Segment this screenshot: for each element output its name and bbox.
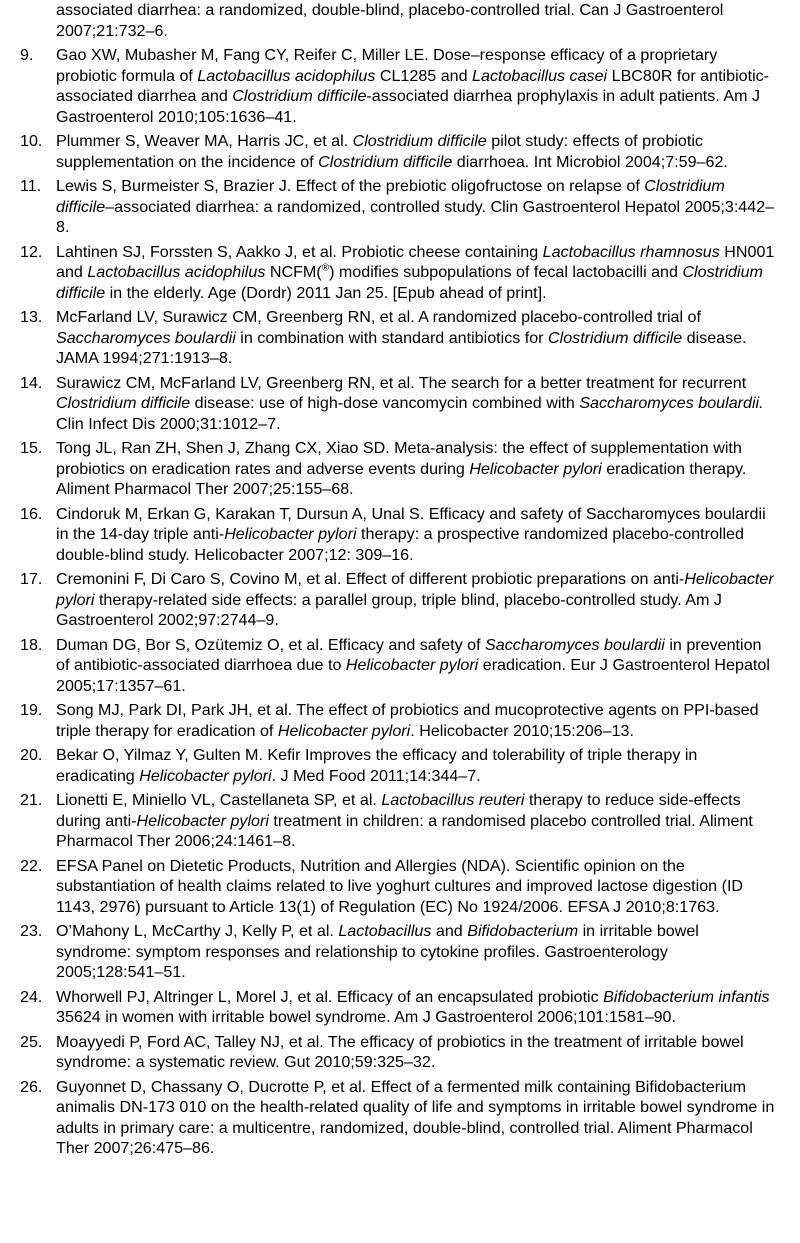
species-name: Helicobacter pylori [277,721,411,740]
text-segment: Lionetti E, Miniello VL, Castellaneta SP, et al. [56,791,382,809]
reference-text [56,856,778,918]
reference-text [56,242,778,304]
reference-number: 9. [20,46,34,64]
species-name: Saccharomyces boulardii [485,635,665,654]
species-name: Clostridium difficile [56,263,763,302]
text-segment: eradication therapy. Aliment Pharmacol Ther 2007;25:155–68. [56,459,747,498]
text-segment: therapy-related side effects: a parallel group, triple blind, placebo-controlled study. Am J Gastroenterol 2002;97:2744–9. [56,590,722,629]
reference-item [20,921,778,983]
text-segment: CL1285 and [375,66,473,85]
reference-text [56,0,778,41]
species-name: Clostridium difficile [56,394,191,412]
species-name: Clostridium difficile [352,132,487,150]
reference-item [20,1032,778,1073]
species-name: Saccharomyces boulardii. [579,394,764,412]
text-segment: therapy to reduce side-effects during anti- [56,791,741,830]
species-name: Helicobacter pylori [139,766,272,785]
text-segment: disease: use of high-dose vancomycin combined with [190,394,580,412]
species-name: Bifidobacterium infantis [603,987,770,1006]
registered-mark: ® [321,262,330,274]
text-segment: in the elderly. Age (Dordr) 2011 Jan 25. [Epub ahead of print]. [105,283,547,302]
reference-item [20,790,778,852]
species-name: Clostridium difficile [232,87,367,105]
reference-item [20,569,778,631]
reference-number: 12. [20,242,43,261]
text-segment: Bekar O, Yilmaz Y, Gulten M. Kefir Improves the efficacy and tolerability of triple therapy in eradicating [56,746,698,785]
text-segment: in prevention of antibiotic-associated diarrhoea due to [56,635,762,674]
reference-item [20,131,778,172]
text-segment: Duman DG, Bor S, Ozütemiz O, et al. Efficacy and safety of [56,635,486,654]
reference-number: 25. [20,1032,43,1051]
reference-item [20,987,778,1028]
species-name: Lactobacillus [338,922,432,940]
reference-number [20,0,56,41]
reference-number: 22. [20,856,43,875]
species-name: Clostridium difficile [548,328,683,347]
reference-number: 10. [20,132,43,150]
reference-item [20,373,778,435]
reference-number: 18. [20,635,43,654]
text-segment: 35624 in women with irritable bowel syndrome. Am J Gastroenterol 2006;101:1581–90. [56,1008,676,1026]
reference-number: 14. [20,373,43,392]
species-name: Lactobacillus casei [472,66,608,85]
reference-text [56,45,778,127]
reference-number: 26. [20,1077,43,1096]
text-segment: Surawicz CM, McFarland LV, Greenberg RN, et al. The search for a better treatment for recurrent [56,373,747,392]
reference-number: 19. [20,701,43,719]
species-name: Lactobacillus acidophilus [197,66,376,85]
reference-number: 24. [20,987,43,1006]
text-segment: HN001 and [56,242,775,281]
text-segment: Cindoruk M, Erkan G, Karakan T, Dursun A, Unal S. Efficacy and safety of Saccharomyces boulardii in the 14-day triple anti- [56,504,766,543]
reference-text [56,569,778,631]
text-segment: disease. JAMA 1994;271:1913–8. [56,328,747,367]
text-segment: –associated diarrhea: a randomized, controlled study. Clin Gastroenterol Hepatol 2005;3:442–8. [56,197,775,236]
species-name: Lactobacillus reuteri [381,791,525,809]
text-segment: Lahtinen SJ, Forssten S, Aakko J, et al. Probiotic cheese containing [56,242,543,261]
species-name: Clostridium difficile [56,177,725,216]
reference-text [56,921,778,983]
reference-item [20,700,778,741]
reference-text [56,504,778,566]
reference-text [56,700,778,741]
reference-number: 21. [20,791,43,809]
reference-number: 15. [20,439,43,457]
text-segment: therapy: a prospective randomized placebo-controlled double-blind study. Helicobacter 2007;12: 309–16. [56,525,744,564]
reference-number: 16. [20,504,43,523]
text-segment: Song MJ, Park DI, Park JH, et al. The effect of probiotics and mucoprotective agents on PPI-based triple therapy for eradication of [56,701,759,740]
species-name: Lactobacillus rhamnosus [542,242,720,261]
species-name: Clostridium difficile [318,152,453,171]
text-segment: O’Mahony L, McCarthy J, Kelly P, et al. [56,922,339,940]
species-name: Lactobacillus acidophilus [87,263,266,281]
reference-item [20,1077,778,1159]
reference-item [20,438,778,500]
text-segment: . Helicobacter 2010;15:206–13. [410,721,634,740]
reference-text [56,438,778,500]
reference-number: 13. [20,308,43,326]
species-name: Helicobacter pylori [345,656,479,674]
text-segment: Clin Infect Dis 2000;31:1012–7. [56,414,281,433]
text-segment: LBC80R for antibiotic-associated diarrhea and [56,66,770,105]
text-segment: ) modifies subpopulations of fecal lactobacilli and [329,263,683,281]
species-name: Helicobacter pylori [469,459,602,478]
reference-item [20,856,778,918]
text-segment: treatment in children: a randomised placebo controlled trial. Aliment Pharmacol Ther 2006;24:1461–8. [56,811,753,850]
text-segment: eradication. Eur J Gastroenterol Hepatol 2005;17:1357–61. [56,656,770,695]
reference-item [20,635,778,697]
reference-item [20,45,778,127]
reference-continuation [20,0,778,41]
species-name: Saccharomyces boulardii [56,328,236,347]
text-segment: Plummer S, Weaver MA, Harris JC, et al. [56,132,353,150]
text-segment: in irritable bowel syndrome: symptom responses and relationship to cytokine profiles. Gastroenterology 2005;128:541–51. [56,922,699,981]
species-name: Bifidobacterium [467,922,579,940]
text-segment: Guyonnet D, Chassany O, Ducrotte P, et al. Effect of a fermented milk containing Bifidobacterium animalis DN-173 010 on the health-related quality of life and symptoms in irritable bowel syndrome in adults in primary care: a multicentre, randomized, double-blind, controlled trial. Aliment Pharmacol Ther 2007;26:475–86. [56,1077,775,1157]
text-segment: Gao XW, Mubasher M, Fang CY, Reifer C, Miller LE. Dose–response efficacy of a proprietary probiotic formula of [56,46,718,85]
species-name: Helicobacter pylori [136,811,269,830]
text-segment: pilot study: effects of probiotic supplementation on the incidence of [56,132,703,171]
text-segment: associated diarrhea: a randomized, double-blind, placebo-controlled trial. Can J Gastroenterol 2007;21:732–6. [56,1,724,40]
reference-number: 11. [20,177,42,195]
reference-item [20,745,778,786]
text-segment: in combination with standard antibiotics for [235,328,549,347]
text-segment: . J Med Food 2011;14:344–7. [271,766,481,785]
reference-number: 23. [20,922,43,940]
reference-text [56,745,778,786]
reference-number: 17. [20,570,43,588]
text-segment: McFarland LV, Surawicz CM, Greenberg RN, et al. A randomized placebo-controlled trial of [56,308,701,326]
text-segment: and [431,922,468,940]
reference-item [20,176,778,238]
reference-list [20,45,778,1163]
reference-text [56,373,778,435]
reference-text [56,176,778,238]
text-segment: -associated diarrhea prophylaxis in adult patients. Am J Gastroenterol 2010;105:1636–41. [56,87,761,126]
text-segment: Lewis S, Burmeister S, Brazier J. Effect of the prebiotic oligofructose on relapse of [56,177,645,195]
species-name: Helicobacter pylori [224,525,357,543]
reference-text [56,1077,778,1159]
text-segment: diarrhoea. Int Microbiol 2004;7:59–62. [452,152,728,171]
reference-text [56,1032,778,1073]
text-segment: Whorwell PJ, Altringer L, Morel J, et al. Efficacy of an encapsulated probiotic [56,987,604,1006]
reference-item [20,307,778,369]
text-segment: Cremonini F, Di Caro S, Covino M, et al. Effect of different probiotic preparations on anti- [56,570,685,588]
reference-item [20,242,778,304]
species-name: Helicobacter pylori [56,570,774,609]
reference-item [20,504,778,566]
reference-text [56,987,778,1028]
text-segment: NCFM( [265,263,322,281]
reference-text [56,635,778,697]
reference-text [56,307,778,369]
reference-number: 20. [20,746,43,764]
reference-text [56,131,778,172]
text-segment: EFSA Panel on Dietetic Products, Nutrition and Allergies (NDA). Scientific opinion on the substantiation of health claims related to live yoghurt cultures and improved lactose digestion (ID 1143, 2976) pursuant to Article 13(1) of Regulation (EC) No 1924/2006. EFSA J 2010;8:1763. [56,856,744,916]
text-segment: Tong JL, Ran ZH, Shen J, Zhang CX, Xiao SD. Meta-analysis: the effect of supplementation with probiotics on eradication rates and adverse events during [56,439,742,478]
text-segment: Moayyedi P, Ford AC, Talley NJ, et al. The efficacy of probiotics in the treatment of irritable bowel syndrome: a systematic review. Gut 2010;59:325–32. [56,1032,744,1071]
reference-text [56,790,778,852]
